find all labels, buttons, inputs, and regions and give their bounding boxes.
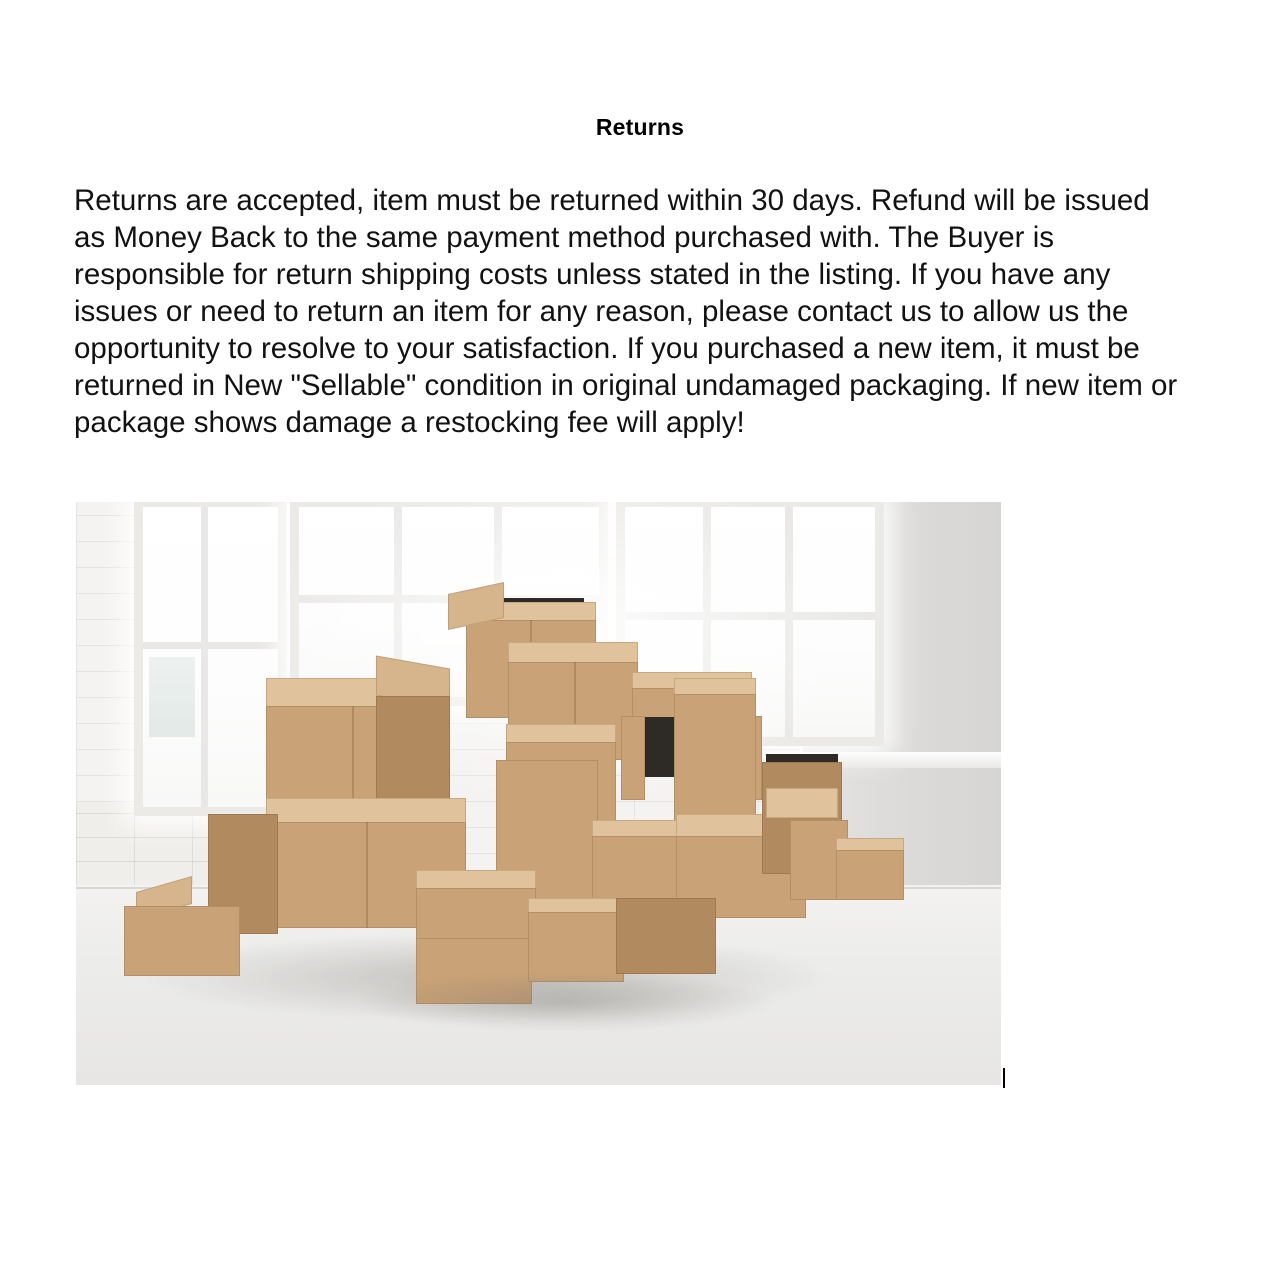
text-cursor bbox=[1003, 1068, 1005, 1088]
box-front-right bbox=[616, 898, 716, 974]
window-left bbox=[134, 502, 287, 816]
box-arch-leg-left bbox=[621, 716, 645, 800]
box-far-left-open bbox=[124, 900, 240, 976]
returns-policy-text: Returns are accepted, item must be returned within 30 days. Refund will be issued as Money Back to the same payment method purchased with. The Buyer is responsible for return shipping costs unless stated in the listing. If you have any issues or need to return an item for any reason, please contact us to allow us the opportunity to resolve to your satisfaction. If you purchased a new item, it must be returned in New "Sellable" condition in original undamaged packaging. If new item or package shows damage a restocking fee will apply! bbox=[74, 184, 1178, 439]
box-tall-left-flap bbox=[376, 662, 450, 812]
box-small-center bbox=[592, 820, 688, 908]
photo-scene bbox=[76, 502, 1001, 1085]
box-far-right-low bbox=[836, 838, 904, 900]
box-flap-open-back bbox=[448, 588, 504, 624]
cardboard-boxes-photo bbox=[76, 502, 1001, 1085]
box-front-center bbox=[528, 898, 624, 982]
page-title: Returns bbox=[595, 114, 685, 140]
front-box-shadow bbox=[356, 972, 776, 1032]
box-lid-right bbox=[766, 788, 838, 818]
